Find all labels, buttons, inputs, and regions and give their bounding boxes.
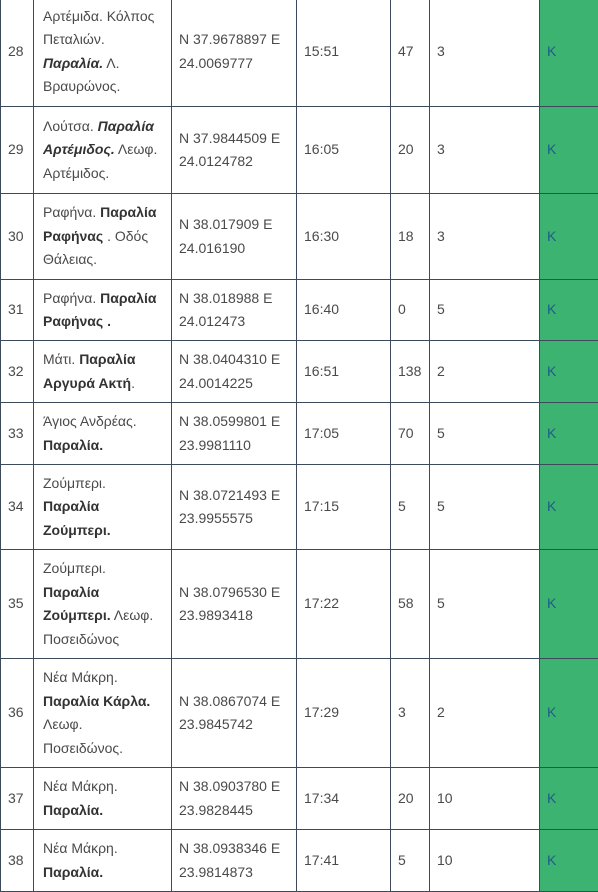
- row-number: 31: [1, 280, 34, 341]
- score-cell: 3: [430, 194, 540, 280]
- coordinates-cell: [172, 0, 297, 107]
- row-number: 32: [1, 341, 34, 403]
- time-cell: 16:05: [297, 107, 391, 194]
- beach-name: Παραλία Ραφήνας: [43, 204, 156, 244]
- location-text: Άγιος Ανδρέας.: [43, 413, 137, 429]
- beach-name: Παραλία.: [43, 55, 103, 71]
- count-cell: 0: [391, 280, 430, 341]
- longitude: 24.012473: [179, 310, 289, 334]
- longitude: 24.0124782: [179, 150, 289, 174]
- longitude: 23.9845742: [179, 713, 289, 737]
- location-cell: [34, 280, 172, 341]
- coordinates-cell: [172, 403, 297, 465]
- row-number: 33: [1, 403, 34, 465]
- count-cell: 58: [391, 550, 430, 659]
- longitude: 24.0069777: [179, 52, 289, 76]
- rating-cell: K: [540, 0, 598, 107]
- location-text: Ραφήνα.: [43, 290, 100, 306]
- score-cell: 2: [430, 341, 540, 403]
- rating-cell: K: [540, 280, 598, 341]
- longitude: 23.9828445: [179, 799, 289, 823]
- coordinates-cell: [172, 194, 297, 280]
- location-text: Λεωφ. Αρτέμιδος.: [43, 141, 157, 181]
- count-cell: 5: [391, 830, 430, 892]
- count-cell: 20: [391, 768, 430, 830]
- location-text: Λεωφ. Ποσειδώνος.: [43, 716, 123, 756]
- beach-name: Παραλία Ζούμπερι.: [43, 584, 111, 624]
- row-number: 29: [1, 107, 34, 194]
- table-row: [1, 465, 598, 550]
- location-cell: [34, 194, 172, 280]
- beach-name: Παραλία Ζούμπερι.: [43, 498, 111, 538]
- score-cell: 5: [430, 465, 540, 550]
- longitude: 23.9814873: [179, 861, 289, 885]
- location-cell: [34, 550, 172, 659]
- table-row: [1, 0, 598, 107]
- table-row: [1, 280, 598, 341]
- rating-cell: K: [540, 659, 598, 768]
- time-cell: 16:30: [297, 194, 391, 280]
- rating-cell: K: [540, 107, 598, 194]
- coordinates-cell: [172, 465, 297, 550]
- latitude: N 38.017909 E: [179, 213, 289, 237]
- location-text: Νέα Μάκρη.: [43, 669, 118, 685]
- row-number: 37: [1, 768, 34, 830]
- rating-cell: K: [540, 403, 598, 465]
- location-text: Ζούμπερι.: [43, 560, 106, 576]
- row-number: 35: [1, 550, 34, 659]
- time-cell: 16:40: [297, 280, 391, 341]
- rating-cell: K: [540, 768, 598, 830]
- rating-cell: K: [540, 194, 598, 280]
- beach-name: Παραλία.: [43, 864, 103, 880]
- coordinates-cell: [172, 659, 297, 768]
- coordinates-cell: [172, 341, 297, 403]
- table-row: [1, 194, 598, 280]
- latitude: N 37.9844509 E: [179, 127, 289, 151]
- rating-cell: K: [540, 550, 598, 659]
- latitude: N 38.0938346 E: [179, 837, 289, 861]
- beach-name: Παραλία.: [43, 802, 103, 818]
- time-cell: 17:15: [297, 465, 391, 550]
- count-cell: 18: [391, 194, 430, 280]
- coordinates-cell: [172, 550, 297, 659]
- time-cell: 17:41: [297, 830, 391, 892]
- beach-name: Παραλία Ραφήνας .: [43, 290, 156, 330]
- count-cell: 70: [391, 403, 430, 465]
- longitude: 24.016190: [179, 237, 289, 261]
- coordinates-cell: [172, 280, 297, 341]
- beach-name: Παραλία.: [43, 437, 103, 453]
- table-row: [1, 659, 598, 768]
- time-cell: 17:29: [297, 659, 391, 768]
- location-text: Μάτι.: [43, 351, 79, 367]
- latitude: N 38.018988 E: [179, 287, 289, 311]
- time-cell: 16:51: [297, 341, 391, 403]
- location-text: Νέα Μάκρη.: [43, 840, 118, 856]
- beach-name: Παραλία Αργυρά Ακτή: [43, 351, 135, 391]
- score-cell: 10: [430, 830, 540, 892]
- location-text: Νέα Μάκρη.: [43, 778, 118, 794]
- count-cell: 3: [391, 659, 430, 768]
- time-cell: 17:34: [297, 768, 391, 830]
- table-row: [1, 107, 598, 194]
- location-text: . Οδός Θάλειας.: [43, 228, 148, 268]
- score-cell: 5: [430, 403, 540, 465]
- score-cell: 3: [430, 0, 540, 107]
- beach-name: Παραλία Αρτέμιδος.: [43, 118, 154, 158]
- table-row: [1, 768, 598, 830]
- score-cell: 5: [430, 550, 540, 659]
- table-row: [1, 550, 598, 659]
- longitude: 23.9955575: [179, 507, 289, 531]
- count-cell: 47: [391, 0, 430, 107]
- location-text: Αρτέμιδα. Κόλπος Πεταλιών.: [43, 8, 154, 48]
- coordinates-cell: [172, 107, 297, 194]
- latitude: N 38.0867074 E: [179, 690, 289, 714]
- score-cell: 3: [430, 107, 540, 194]
- longitude: 24.0014225: [179, 372, 289, 396]
- latitude: N 38.0599801 E: [179, 410, 289, 434]
- count-cell: 20: [391, 107, 430, 194]
- score-cell: 2: [430, 659, 540, 768]
- longitude: 23.9893418: [179, 604, 289, 628]
- rating-cell: K: [540, 465, 598, 550]
- row-number: 28: [1, 0, 34, 107]
- coordinates-cell: [172, 830, 297, 892]
- location-text: .: [131, 375, 135, 391]
- location-text: Ραφήνα.: [43, 204, 100, 220]
- location-cell: [34, 659, 172, 768]
- count-cell: 138: [391, 341, 430, 403]
- row-number: 36: [1, 659, 34, 768]
- table-body: [1, 0, 598, 892]
- time-cell: 17:22: [297, 550, 391, 659]
- location-text: Λ. Βραυρώνος.: [43, 55, 120, 95]
- latitude: N 38.0796530 E: [179, 581, 289, 605]
- location-cell: [34, 0, 172, 107]
- time-cell: 15:51: [297, 0, 391, 107]
- row-number: 30: [1, 194, 34, 280]
- score-cell: 10: [430, 768, 540, 830]
- location-text: Ζούμπερι.: [43, 475, 106, 491]
- location-cell: [34, 768, 172, 830]
- row-number: 34: [1, 465, 34, 550]
- row-number: 38: [1, 830, 34, 892]
- time-cell: 17:05: [297, 403, 391, 465]
- beach-name: Παραλία Κάρλα.: [43, 693, 150, 709]
- coordinates-cell: [172, 768, 297, 830]
- latitude: N 38.0721493 E: [179, 484, 289, 508]
- latitude: N 37.9678897 E: [179, 28, 289, 52]
- rating-cell: K: [540, 341, 598, 403]
- latitude: N 38.0404310 E: [179, 348, 289, 372]
- location-cell: [34, 341, 172, 403]
- location-cell: [34, 465, 172, 550]
- score-cell: 5: [430, 280, 540, 341]
- table-row: [1, 341, 598, 403]
- location-cell: [34, 403, 172, 465]
- table-row: [1, 403, 598, 465]
- location-cell: [34, 107, 172, 194]
- location-cell: [34, 830, 172, 892]
- table-row: [1, 830, 598, 892]
- location-text: Λούτσα.: [43, 118, 98, 134]
- latitude: N 38.0903780 E: [179, 775, 289, 799]
- count-cell: 5: [391, 465, 430, 550]
- longitude: 23.9981110: [179, 434, 289, 458]
- rating-cell: K: [540, 830, 598, 892]
- location-text: Λεωφ. Ποσειδώνος: [43, 607, 153, 647]
